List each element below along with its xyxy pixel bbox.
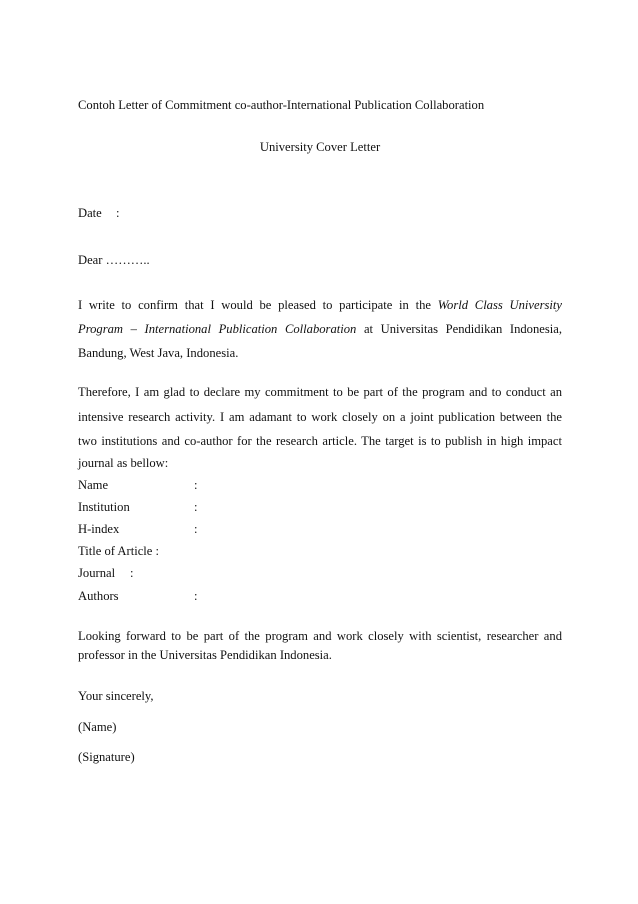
paragraph2-line4: journal as bellow: — [78, 456, 169, 470]
date-label: Date — [78, 206, 102, 220]
paragraph1-line1-italic: World Class University — [437, 298, 562, 312]
paragraph1-line2-italic: Program – International Publication Collaboration — [78, 322, 357, 336]
field-institution — [78, 499, 198, 515]
paragraph1-line2 — [78, 321, 562, 337]
paragraph1-line1-text: I write to confirm that I would be pleased to participate in the — [78, 298, 431, 312]
field-title-of-article — [78, 543, 159, 559]
date-line — [78, 205, 120, 221]
date-colon: : — [116, 206, 120, 220]
field-colon: : — [194, 589, 198, 603]
field-journal — [78, 565, 134, 581]
field-name — [78, 477, 198, 493]
paragraph1-line3: Bandung, West Java, Indonesia. — [78, 346, 239, 360]
field-label: Name — [78, 478, 109, 492]
closing: Your sincerely, — [78, 689, 154, 703]
letter-heading: Contoh Letter of Commitment co-author-International Publication Collaboration — [78, 98, 485, 112]
field-h-index — [78, 521, 198, 537]
field-label: H-index — [78, 522, 120, 536]
paragraph2-line1: Therefore, I am glad to declare my commitment to be part of the program and to conduct an — [78, 385, 562, 399]
field-label: Authors — [78, 589, 119, 603]
salutation: Dear ……….. — [78, 253, 150, 267]
field-colon: : — [194, 500, 198, 514]
field-colon: : — [130, 566, 134, 580]
field-colon: : — [194, 478, 198, 492]
field-label: Journal — [78, 566, 116, 580]
paragraph1-line1 — [78, 297, 562, 313]
paragraph3-line2: professor in the Universitas Pendidikan Indonesia. — [78, 648, 332, 662]
field-authors — [78, 588, 198, 604]
signature-placeholder: (Signature) — [78, 750, 135, 764]
paragraph1-line2-text: at Universitas Pendidikan Indonesia, — [363, 322, 562, 336]
letter-subheading: University Cover Letter — [259, 140, 381, 154]
field-label: Institution — [78, 500, 130, 514]
paragraph2-line3: two institutions and co-author for the research article. The target is to publish in high impact — [78, 434, 562, 448]
name-placeholder: (Name) — [78, 720, 117, 734]
paragraph3-line1: Looking forward to be part of the program and work closely with scientist, researcher and — [78, 629, 562, 643]
field-colon: : — [194, 522, 198, 536]
field-label: Title of Article : — [78, 544, 160, 558]
paragraph2-line2: intensive research activity. I am adamant to work closely on a joint publication between the — [78, 410, 562, 424]
